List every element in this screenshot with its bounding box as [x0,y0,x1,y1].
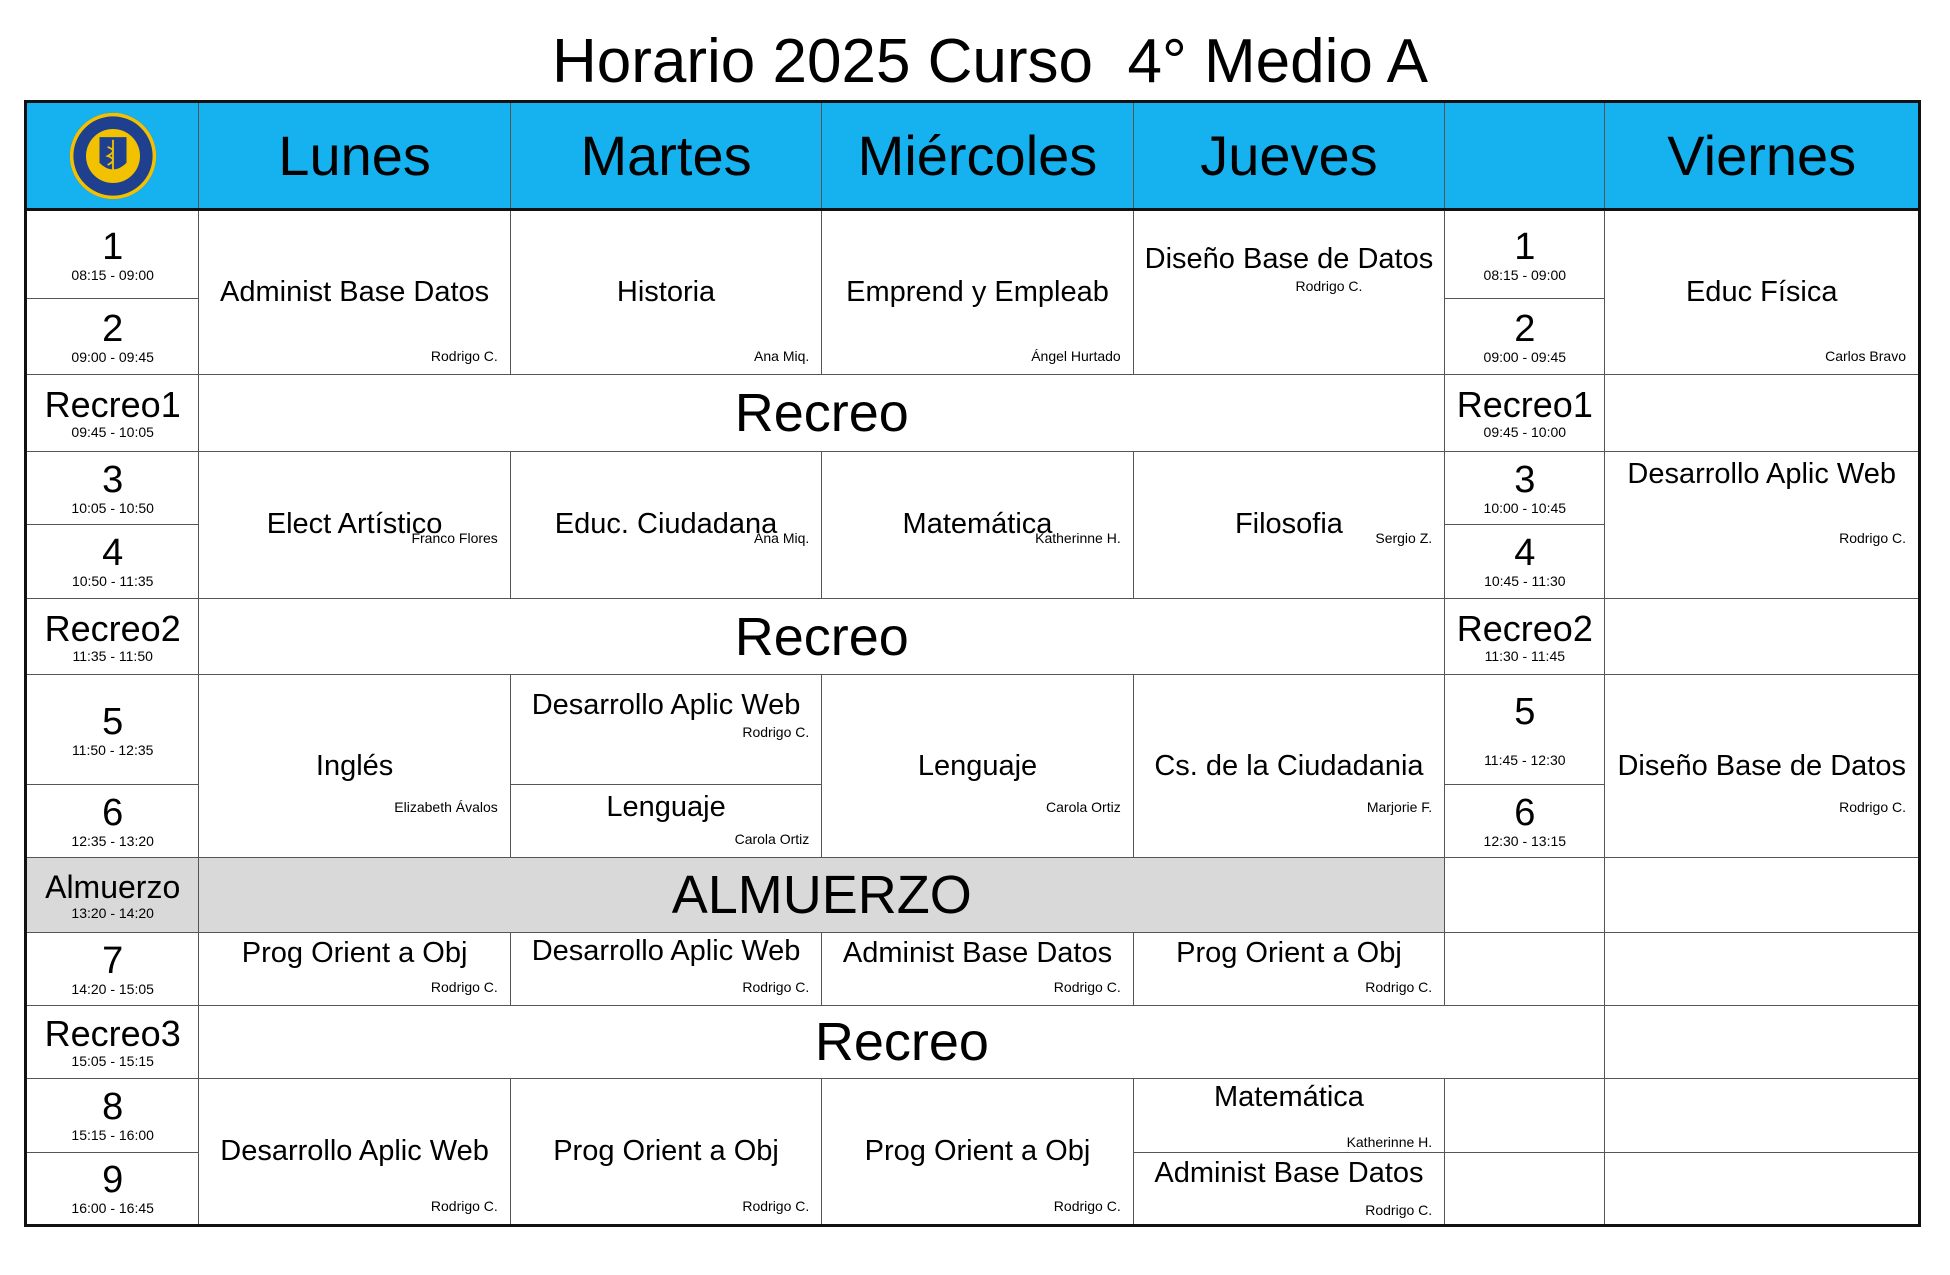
class-cell [822,675,1133,858]
subject: Matemática [902,508,1053,541]
period-time: 12:30 - 13:15 [1483,833,1567,850]
period-number: 5 [1514,690,1536,733]
break-label: Recreo3 [44,1013,181,1055]
period-time: 10:00 - 10:45 [1483,499,1567,516]
subject: Inglés [315,749,394,782]
class-cell [822,451,1133,599]
teacher: Carlos Bravo [1825,348,1906,365]
period-number: 8 [102,1086,124,1129]
period-time: 10:05 - 10:50 [71,499,154,516]
empty-cell [1445,1152,1605,1225]
class-cell [1133,1152,1444,1225]
class-cell [1605,210,1920,375]
teacher: Carola Ortiz [1046,799,1121,816]
class-cell [1133,451,1444,599]
break-3 [26,1005,199,1078]
period-time: 09:45 - 10:00 [1483,423,1567,440]
period-number: 4 [1514,532,1536,575]
subject: Emprend y Empleab [846,276,1109,309]
class-cell [1133,675,1444,858]
subject: Diseño Base de Datos [1144,243,1434,276]
teacher: Rodrigo C. [742,978,810,995]
subject: Educ Física [1685,276,1838,309]
period-6 [26,784,199,857]
period-time: 09:00 - 09:45 [1483,348,1567,365]
empty-cell [1605,858,1920,932]
teacher: Carola Ortiz [734,831,810,848]
period-3 [26,451,199,524]
subject: Prog Orient a Obj [1176,936,1402,969]
period-number: 2 [1514,307,1536,350]
period-6-b [1445,784,1605,857]
class-cell [1133,1079,1444,1152]
teacher: Rodrigo C. [430,978,498,995]
period-time: 13:20 - 14:20 [71,904,154,921]
period-8 [26,1079,199,1152]
subject: Administ Base Datos [1154,1156,1424,1189]
class-cell [510,1079,821,1226]
header-empty [1445,102,1605,210]
subject: Historia [616,276,716,309]
teacher: Elizabeth Ávalos [394,799,498,816]
period-5 [26,675,199,784]
period-5-b [1445,675,1605,784]
period-number: 3 [1514,458,1536,501]
class-cell [510,210,821,375]
subject: Administ Base Datos [220,276,490,309]
period-9 [26,1152,199,1225]
subject: Cs. de la Ciudadania [1154,749,1424,782]
class-cell [199,675,510,858]
teacher: Katherinne H. [1346,1133,1433,1150]
empty-cell [1445,1079,1605,1152]
break-1-b [1445,375,1605,451]
period-4 [26,524,199,598]
day-jueves: Jueves [1133,102,1444,210]
subject: Educ. Ciudadana [554,508,778,541]
page-title: Horario 2025 Curso 4° Medio A [551,27,1429,96]
period-time: 08:15 - 09:00 [1483,266,1567,283]
period-time: 10:50 - 11:35 [71,573,154,590]
class-cell [510,451,821,599]
schedule-table [24,100,1921,1227]
break-2 [26,599,199,675]
period-number: 7 [102,939,124,982]
subject: Lenguaje [606,790,726,823]
subject: Matemática [1214,1081,1364,1114]
period-number: 4 [102,532,124,575]
period-number: 1 [1514,225,1536,268]
break-label: Recreo2 [1456,607,1593,649]
period-2 [26,298,199,374]
subject: Administ Base Datos [842,936,1113,969]
period-time: 09:45 - 10:05 [71,423,154,440]
period-time: 12:35 - 13:20 [71,833,154,850]
class-cell [199,1079,510,1226]
class-cell [510,784,821,857]
class-cell [822,932,1133,1005]
period-number: 3 [102,458,124,501]
break-1 [26,375,199,451]
break-2-b [1445,599,1605,675]
class-cell [822,1079,1133,1226]
teacher: Franco Flores [411,530,498,547]
teacher: Rodrigo C. [1365,1202,1433,1218]
class-cell [1133,932,1444,1005]
subject: Desarrollo Aplic Web [220,1135,489,1168]
day-viernes: Viernes [1605,102,1920,210]
empty-cell [1445,858,1605,932]
class-cell [510,675,821,784]
recreo-band: Recreo [199,1005,1605,1078]
period-time: 16:00 - 16:45 [71,1200,154,1217]
logo-cell [26,102,199,210]
subject: Desarrollo Aplic Web [1627,457,1897,490]
teacher: Rodrigo C. [742,1198,810,1214]
period-number: 6 [1514,792,1536,835]
period-number: 9 [102,1159,124,1202]
period-time: 11:45 - 12:30 [1484,751,1566,768]
break-label: Recreo1 [44,383,181,425]
teacher: Rodrigo C. [1295,278,1363,295]
teacher: Sergio Z. [1375,530,1433,547]
teacher: Rodrigo C. [1839,530,1906,547]
teacher: Ana Miq. [754,348,810,365]
teacher: Rodrigo C. [1839,799,1906,816]
empty-cell [1605,1152,1920,1225]
period-number: 6 [102,792,124,835]
period-time: 11:50 - 12:35 [71,741,154,758]
empty-cell [1605,1005,1920,1078]
subject: Prog Orient a Obj [864,1135,1091,1168]
subject: Desarrollo Aplic Web [531,689,801,722]
period-1-b [1445,210,1605,298]
subject: Lenguaje [917,749,1038,782]
class-cell [510,932,821,1005]
empty-cell [1605,1079,1920,1152]
period-number: 5 [102,700,124,743]
empty-cell [1605,932,1920,1005]
subject: Diseño Base de Datos [1617,749,1906,782]
break-label: Recreo2 [44,607,181,649]
subject: Prog Orient a Obj [553,1135,779,1168]
teacher: Katherinne H. [1035,530,1121,547]
period-time: 15:05 - 15:15 [71,1053,154,1070]
period-time: 11:30 - 11:45 [1484,647,1566,664]
recreo-band: Recreo [199,599,1445,675]
day-lunes: Lunes [199,102,510,210]
empty-cell [1445,932,1605,1005]
teacher: Rodrigo C. [742,724,810,741]
header-row [26,102,1920,210]
break-label: Recreo1 [1456,383,1593,425]
period-time: 14:20 - 15:05 [71,980,154,997]
teacher: Rodrigo C. [1365,978,1433,995]
teacher: Rodrigo C. [430,348,498,365]
period-time: 11:35 - 11:50 [72,647,153,664]
class-cell [1605,451,1920,599]
school-logo [68,111,158,201]
subject: Filosofia [1234,508,1343,541]
empty-cell [1605,599,1920,675]
teacher: Marjorie F. [1366,799,1433,816]
class-cell [199,932,510,1005]
period-time: 15:15 - 16:00 [71,1127,154,1144]
class-cell [199,451,510,599]
teacher: Rodrigo C. [1053,1198,1121,1214]
teacher: Ana Miq. [754,530,810,547]
period-7 [26,932,199,1005]
break-label: Almuerzo [45,868,181,905]
period-1 [26,210,199,298]
period-3-b [1445,451,1605,524]
recreo-band: Recreo [199,375,1445,451]
class-cell [1133,210,1444,375]
class-cell [199,210,510,375]
empty-cell [1605,375,1920,451]
lunch-period [26,858,199,932]
almuerzo-band: ALMUERZO [199,858,1445,932]
teacher: Ángel Hurtado [1031,348,1121,365]
period-4-b [1445,524,1605,598]
teacher: Rodrigo C. [1053,978,1121,995]
subject: Elect Artístico [266,508,443,541]
teacher: Rodrigo C. [430,1198,498,1214]
period-2-b [1445,298,1605,374]
period-number: 1 [102,225,124,268]
day-martes: Martes [510,102,821,210]
class-cell [1605,675,1920,858]
period-time: 09:00 - 09:45 [71,348,154,365]
subject: Prog Orient a Obj [241,936,468,969]
day-miercoles: Miércoles [822,102,1133,210]
period-time: 10:45 - 11:30 [1484,573,1566,590]
period-number: 2 [102,307,124,350]
subject: Desarrollo Aplic Web [531,934,801,967]
class-cell [822,210,1133,375]
period-time: 08:15 - 09:00 [71,266,154,283]
